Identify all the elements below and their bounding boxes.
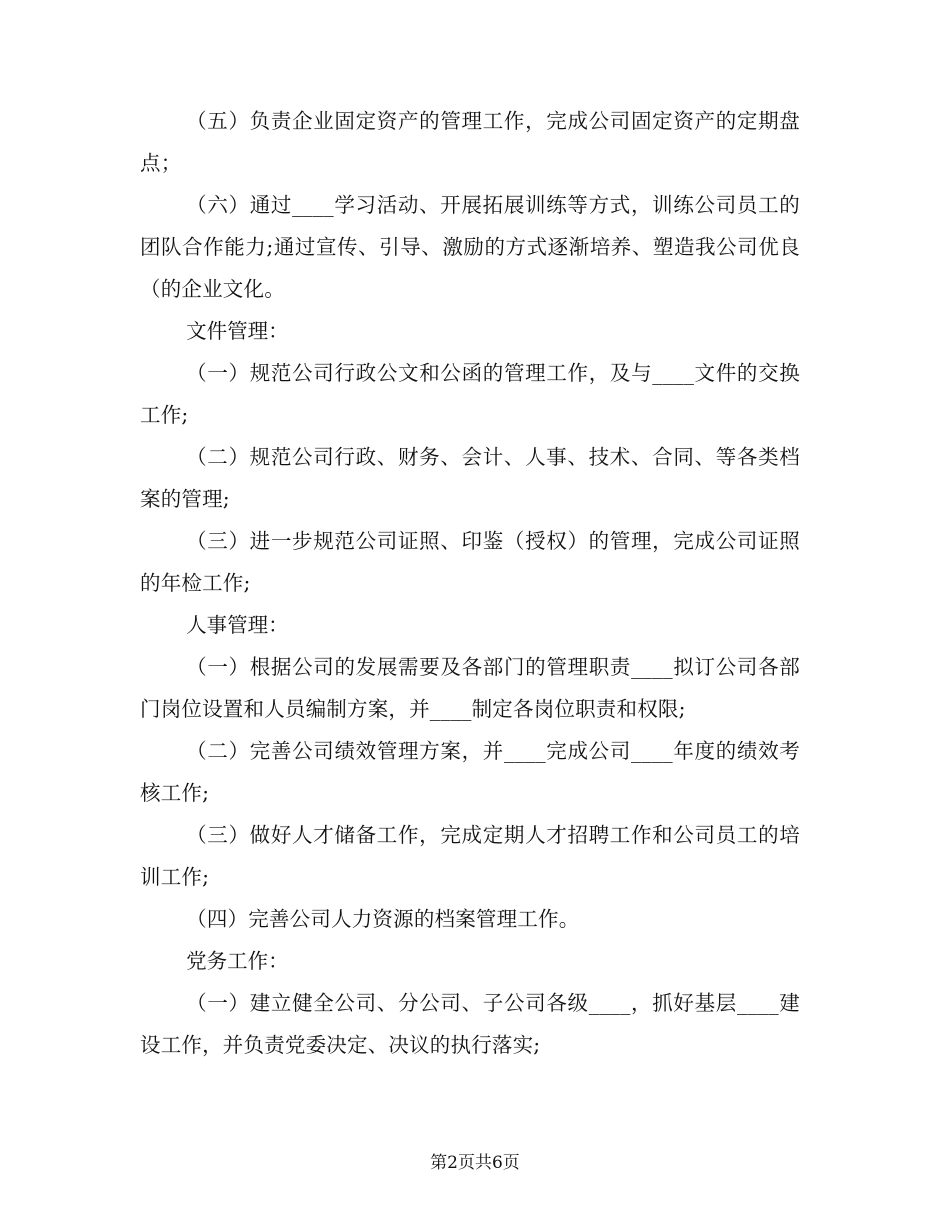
- section-heading-file-management: 文件管理：: [186, 319, 289, 343]
- page-number-footer: 第2页共6页: [430, 1153, 520, 1173]
- paragraph-licenses-seals: （三）进一步规范公司证照、印鉴（授权）的管理，完成公司证照的年检工作;: [140, 529, 800, 595]
- section-heading-personnel-management: 人事管理：: [186, 613, 289, 637]
- document-body: [140, 100, 800, 1066]
- paragraph-hr-archives: （四）完善公司人力资源的档案管理工作。: [186, 907, 580, 931]
- paragraph-official-documents: （一）规范公司行政公文和公函的管理工作，及与____文件的交换工作;: [140, 361, 800, 427]
- paragraph-team-culture: （六）通过____学习活动、开展拓展训练等方式，训练公司员工的团队合作能力;通过宣传、引导、激励的方式逐渐培养、塑造我公司优良（的企业文化。: [140, 193, 800, 301]
- paragraph-talent-reserve: （三）做好人才储备工作，完成定期人才招聘工作和公司员工的培训工作;: [140, 823, 800, 889]
- section-heading-party-affairs: 党务工作：: [186, 949, 289, 973]
- paragraph-staffing-plan: （一）根据公司的发展需要及各部门的管理职责____拟订公司各部门岗位设置和人员编制方案，并____制定各岗位职责和权限;: [140, 655, 800, 721]
- paragraph-performance: （二）完善公司绩效管理方案，并____完成公司____年度的绩效考核工作;: [140, 739, 800, 805]
- paragraph-archives: （二）规范公司行政、财务、会计、人事、技术、合同、等各类档案的管理;: [140, 445, 800, 511]
- paragraph-party-organization: （一）建立健全公司、分公司、子公司各级____，抓好基层____建设工作，并负责党委决定、决议的执行落实;: [140, 991, 800, 1057]
- paragraph-fixed-assets: （五）负责企业固定资产的管理工作，完成公司固定资产的定期盘点；: [140, 109, 800, 175]
